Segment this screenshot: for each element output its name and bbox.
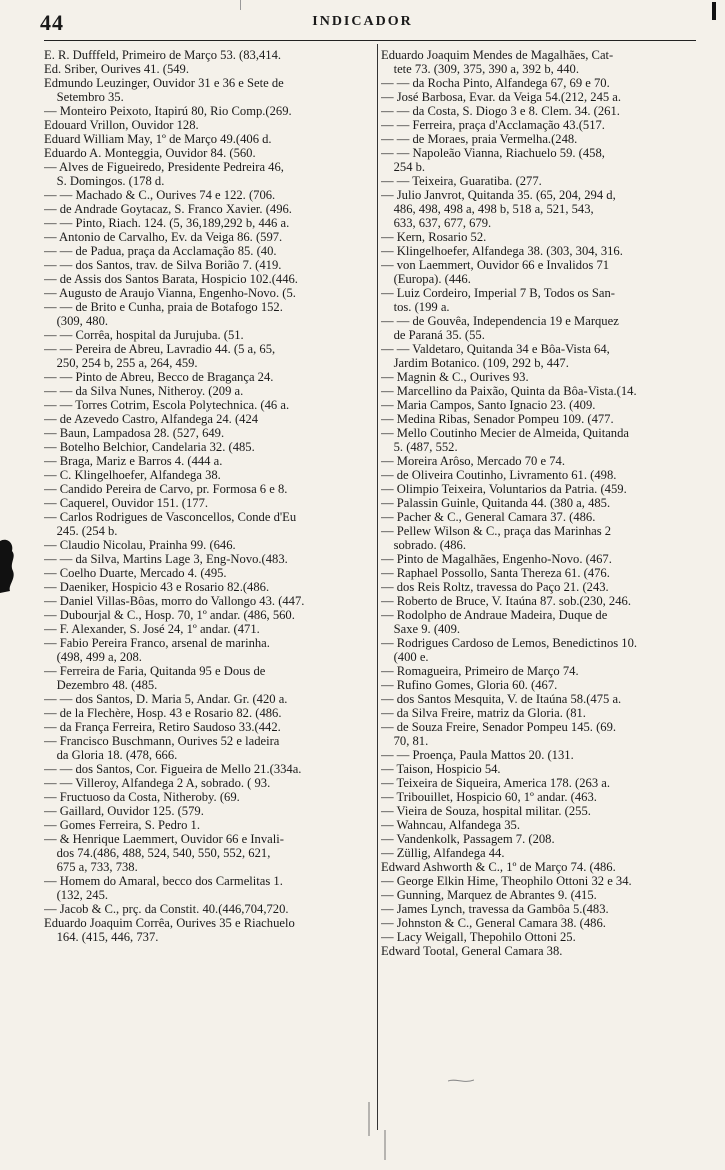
- directory-entry: [44, 790, 376, 804]
- directory-entry: [44, 412, 376, 426]
- directory-entry: [381, 692, 701, 706]
- entry-text: — — Valdetaro, Quitanda 34 e Bôa-Vista 64,: [381, 342, 610, 356]
- directory-entry: [44, 468, 376, 482]
- directory-entry: [44, 608, 376, 622]
- directory-entry: [381, 748, 701, 762]
- entry-text: — F. Alexander, S. José 24, 1º andar. (471.: [44, 622, 260, 636]
- directory-entry: [381, 916, 701, 930]
- entry-text: — Mello Coutinho Mecier de Almeida, Quitanda: [381, 426, 629, 440]
- entry-text: — de Oliveira Coutinho, Livramento 61. (498.: [381, 468, 617, 482]
- entry-text: — Botelho Belchior, Candelaria 32. (485.: [44, 440, 255, 454]
- directory-entry: [381, 230, 701, 244]
- directory-entry: [44, 146, 376, 160]
- directory-entry: [44, 342, 376, 370]
- entry-continuation: 164. (415, 446, 737.: [44, 930, 159, 944]
- entry-text: — Pellew Wilson & C., praça das Marinhas 2: [381, 524, 612, 538]
- directory-entry: [381, 594, 701, 608]
- entry-text: — Moreira Arôso, Mercado 70 e 74.: [381, 454, 565, 468]
- directory-entry: [44, 272, 376, 286]
- entry-text: — — dos Santos, Cor. Figueira de Mello 21.(334a.: [44, 762, 302, 776]
- directory-entry: [381, 580, 701, 594]
- entry-continuation: 250, 254 b, 255 a, 264, 459.: [44, 356, 198, 370]
- entry-text: — dos Reis Roltz, travessa do Paço 21. (243.: [381, 580, 609, 594]
- directory-entry: [381, 608, 701, 636]
- directory-entry: [44, 594, 376, 608]
- entry-text: — — Napoleão Vianna, Riachuelo 59. (458,: [381, 146, 605, 160]
- entry-text: — de Andrade Goytacaz, S. Franco Xavier. (496.: [44, 202, 292, 216]
- directory-entry: [44, 62, 376, 76]
- entry-text: — Maria Campos, Santo Ignacio 23. (409.: [381, 398, 596, 412]
- entry-continuation: (309, 480.: [44, 314, 109, 328]
- directory-entry: [381, 454, 701, 468]
- entry-text: — Gunning, Marquez de Abrantes 9. (415.: [381, 888, 597, 902]
- entry-text: — Klingelhoefer, Alfandega 38. (303, 304, 316.: [381, 244, 623, 258]
- entry-text: — Wahncau, Alfandega 35.: [381, 818, 520, 832]
- directory-entry: [44, 622, 376, 636]
- entry-text: — Magnin & C., Ourives 93.: [381, 370, 529, 384]
- entry-text: — — de Brito e Cunha, praia de Botafogo 152.: [44, 300, 283, 314]
- entry-text: — — Pinto, Riach. 124. (5, 36,189,292 b, 446 a.: [44, 216, 290, 230]
- entry-text: — — da Silva Nunes, Nitheroy. (209 a.: [44, 384, 244, 398]
- entry-text: — Augusto de Araujo Vianna, Engenho-Novo. (5.: [44, 286, 296, 300]
- entry-text: — dos Santos Mesquita, V. de Itaúna 58.(475 a.: [381, 692, 622, 706]
- entry-text: — Tribouillet, Hospicio 60, 1º andar. (463.: [381, 790, 597, 804]
- entry-continuation: tete 73. (309, 375, 390 a, 392 b, 440.: [381, 62, 579, 76]
- entry-text: — Candido Pereira de Carvo, pr. Formosa 6 e 8.: [44, 482, 288, 496]
- directory-entry: [381, 818, 701, 832]
- directory-entry: [381, 832, 701, 846]
- entry-text: — Rodolpho de Andraue Madeira, Duque de: [381, 608, 608, 622]
- entry-text: — — dos Santos, D. Maria 5, Andar. Gr. (420 a.: [44, 692, 288, 706]
- directory-entry: [381, 762, 701, 776]
- directory-entry: [44, 426, 376, 440]
- entry-text: — Coelho Duarte, Mercado 4. (495.: [44, 566, 227, 580]
- entry-text: Eduardo Joaquim Corrêa, Ourives 35 e Riachuelo: [44, 916, 295, 930]
- entry-continuation: tos. (199 a.: [381, 300, 450, 314]
- directory-entry: [381, 524, 701, 552]
- directory-entry: [44, 496, 376, 510]
- entry-text: — — Torres Cotrim, Escola Polytechnica. (46 a.: [44, 398, 290, 412]
- entry-text: — — Pinto de Abreu, Becco de Bragança 24.: [44, 370, 274, 384]
- directory-entry: [381, 776, 701, 790]
- directory-entry: [381, 944, 701, 958]
- entry-text: — Baun, Lampadosa 28. (527, 649.: [44, 426, 225, 440]
- directory-entry: [381, 342, 701, 370]
- directory-entry: [381, 104, 701, 118]
- directory-entry: [381, 930, 701, 944]
- directory-entry: [44, 300, 376, 328]
- left-column: [44, 48, 376, 1128]
- entry-text: — Luiz Cordeiro, Imperial 7 B, Todos os San-: [381, 286, 615, 300]
- directory-entry: [44, 454, 376, 468]
- directory-entry: [44, 664, 376, 692]
- entry-text: — Pinto de Magalhães, Engenho-Novo. (467.: [381, 552, 612, 566]
- entry-continuation: Jardim Botanico. (109, 292 b, 447.: [381, 356, 569, 370]
- directory-entry: [44, 202, 376, 216]
- entry-text: — Taison, Hospicio 54.: [381, 762, 501, 776]
- directory-entry: [381, 664, 701, 678]
- directory-entry: [381, 552, 701, 566]
- directory-entry: [381, 566, 701, 580]
- directory-entry: [381, 384, 701, 398]
- directory-entry: [44, 258, 376, 272]
- entry-text: — da França Ferreira, Retiro Saudoso 33.(442.: [44, 720, 281, 734]
- directory-entry: [44, 440, 376, 454]
- directory-entry: [381, 132, 701, 146]
- directory-entry: [381, 174, 701, 188]
- entry-text: — Rodrigues Cardoso de Lemos, Benedictinos 10.: [381, 636, 638, 650]
- directory-entry: [381, 510, 701, 524]
- directory-entry: [381, 412, 701, 426]
- directory-entry: [44, 188, 376, 202]
- entry-text: — Johnston & C., General Camara 38. (486.: [381, 916, 606, 930]
- directory-entry: [44, 328, 376, 342]
- entry-continuation: Dezembro 48. (485.: [44, 678, 158, 692]
- entry-text: — de Azevedo Castro, Alfandega 24. (424: [44, 412, 259, 426]
- entry-text: — Kern, Rosario 52.: [381, 230, 487, 244]
- entry-text: — Daeniker, Hospicio 43 e Rosario 82.(486.: [44, 580, 270, 594]
- directory-entry: [381, 90, 701, 104]
- directory-entry: [44, 118, 376, 132]
- directory-entry: [381, 860, 701, 874]
- directory-entry: [381, 48, 701, 76]
- directory-entry: [44, 902, 376, 916]
- entry-text: — — Corrêa, hospital da Jurujuba. (51.: [44, 328, 244, 342]
- running-title: INDICADOR: [312, 14, 413, 29]
- entry-continuation: (Europa). (446.: [381, 272, 471, 286]
- entry-text: — — de Padua, praça da Acclamação 85. (40.: [44, 244, 277, 258]
- entry-text: — — dos Santos, trav. de Silva Borião 7. (419.: [44, 258, 282, 272]
- directory-entry: [381, 636, 701, 664]
- directory-entry: [44, 776, 376, 790]
- directory-entry: [381, 314, 701, 342]
- entry-text: — von Laemmert, Ouvidor 66 e Invalidos 71: [381, 258, 610, 272]
- entry-continuation: 675 a, 733, 738.: [44, 860, 138, 874]
- directory-entry: [381, 888, 701, 902]
- directory-entry: [381, 706, 701, 720]
- directory-entry: [44, 48, 376, 62]
- entry-text: — — Teixeira, Guaratiba. (277.: [381, 174, 542, 188]
- directory-entry: [381, 188, 701, 230]
- directory-entry: [381, 496, 701, 510]
- directory-entry: [44, 692, 376, 706]
- directory-entry: [381, 790, 701, 804]
- entry-text: — Jacob & C., prç. da Constit. 40.(446,704,720.: [44, 902, 289, 916]
- page-number: 44: [40, 10, 64, 35]
- entry-text: — Antonio de Carvalho, Ev. da Veiga 86. (597.: [44, 230, 283, 244]
- directory-entry: [44, 76, 376, 104]
- directory-entry: [44, 286, 376, 300]
- entry-text: — Homem do Amaral, becco dos Carmelitas 1.: [44, 874, 283, 888]
- entry-text: — Vieira de Souza, hospital militar. (255.: [381, 804, 591, 818]
- entry-text: — Roberto de Bruce, V. Itaúna 87. sob.(230, 246.: [381, 594, 631, 608]
- directory-entry: [44, 566, 376, 580]
- directory-entry: [381, 146, 701, 174]
- directory-entry: [44, 636, 376, 664]
- directory-entry: [44, 552, 376, 566]
- entry-text: — James Lynch, travessa da Gambôa 5.(483.: [381, 902, 609, 916]
- entry-text: — — Proença, Paula Mattos 20. (131.: [381, 748, 574, 762]
- entry-text: — Claudio Nicolau, Prainha 99. (646.: [44, 538, 236, 552]
- entry-text: — Teixeira de Siqueira, America 178. (263 a.: [381, 776, 610, 790]
- entry-text: — Ferreira de Faria, Quitanda 95 e Dous de: [44, 664, 266, 678]
- directory-entry: [44, 804, 376, 818]
- entry-text: — Olimpio Teixeira, Voluntarios da Patria. (459.: [381, 482, 627, 496]
- directory-entry: [44, 398, 376, 412]
- entry-continuation: S. Domingos. (178 d.: [44, 174, 165, 188]
- directory-entry: [44, 762, 376, 776]
- entry-text: — Fabio Pereira Franco, arsenal de marinha.: [44, 636, 270, 650]
- entry-text: — Züllig, Alfandega 44.: [381, 846, 505, 860]
- paper-scratch-mark: [448, 1078, 474, 1084]
- directory-entry: [44, 580, 376, 594]
- entry-text: Eduardo A. Monteggia, Ouvidor 84. (560.: [44, 146, 256, 160]
- entry-text: — George Elkin Hime, Theophilo Ottoni 32 e 34.: [381, 874, 632, 888]
- directory-entry: [44, 734, 376, 762]
- directory-entry: [44, 832, 376, 874]
- entry-text: — — Villeroy, Alfandega 2 A, sobrado. ( 93.: [44, 776, 271, 790]
- entry-text: Edward Ashworth & C., 1º de Março 74. (486.: [381, 860, 616, 874]
- entry-text: — — da Rocha Pinto, Alfandega 67, 69 e 70.: [381, 76, 610, 90]
- entry-continuation: (498, 499 a, 208.: [44, 650, 142, 664]
- entry-text: — — de Gouvêa, Independencia 19 e Marquez: [381, 314, 619, 328]
- directory-entry: [44, 104, 376, 118]
- directory-entry: [44, 874, 376, 902]
- directory-entry: [381, 398, 701, 412]
- directory-entry: [44, 132, 376, 146]
- directory-entry: [381, 678, 701, 692]
- directory-entry: [381, 720, 701, 748]
- directory-entry: [381, 244, 701, 258]
- entry-continuation: 245. (254 b.: [44, 524, 118, 538]
- ink-blot: [0, 535, 18, 593]
- entry-continuation: 70, 81.: [381, 734, 429, 748]
- directory-entry: [381, 286, 701, 314]
- directory-entry: [44, 706, 376, 720]
- right-column: [381, 48, 701, 1128]
- entry-text: — C. Klingelhoefer, Alfandega 38.: [44, 468, 221, 482]
- top-hairline-mark: [240, 0, 241, 10]
- entry-text: — Vandenkolk, Passagem 7. (208.: [381, 832, 555, 846]
- entry-text: — — Pereira de Abreu, Lavradio 44. (5 a, 65,: [44, 342, 276, 356]
- directory-entry: [44, 370, 376, 384]
- entry-text: — José Barbosa, Evar. da Veiga 54.(212, 245 a.: [381, 90, 622, 104]
- entry-text: — Francisco Buschmann, Ourives 52 e ladeira: [44, 734, 280, 748]
- entry-text: — Daniel Villas-Bôas, morro do Vallongo 43. (447.: [44, 594, 305, 608]
- directory-entry: [44, 720, 376, 734]
- entry-continuation: (400 e.: [381, 650, 429, 664]
- directory-entry: [381, 846, 701, 860]
- directory-entry: [44, 384, 376, 398]
- directory-entry: [44, 818, 376, 832]
- entry-text: — Rufino Gomes, Gloria 60. (467.: [381, 678, 558, 692]
- entry-text: — Pacher & C., General Camara 37. (486.: [381, 510, 596, 524]
- directory-entry: [381, 874, 701, 888]
- entry-text: — Gomes Ferreira, S. Pedro 1.: [44, 818, 200, 832]
- directory-entry: [44, 510, 376, 538]
- entry-continuation: 486, 498, 498 a, 498 b, 518 a, 521, 543,: [381, 202, 594, 216]
- entry-continuation: dos 74.(486, 488, 524, 540, 550, 552, 621,: [44, 846, 271, 860]
- entry-text: — — da Silva, Martins Lage 3, Eng-Novo.(483.: [44, 552, 288, 566]
- entry-text: — Carlos Rodrigues de Vasconcellos, Conde d'Eu: [44, 510, 297, 524]
- entry-text: Edouard Vrillon, Ouvidor 128.: [44, 118, 199, 132]
- entry-text: E. R. Dufffeld, Primeiro de Março 53. (83,414.: [44, 48, 282, 62]
- directory-entry: [44, 538, 376, 552]
- entry-text: Eduardo Joaquim Mendes de Magalhães, Cat-: [381, 48, 614, 62]
- entry-continuation: Saxe 9. (409.: [381, 622, 461, 636]
- entry-text: — Fructuoso da Costa, Nitheroby. (69.: [44, 790, 240, 804]
- entry-continuation: Setembro 35.: [44, 90, 124, 104]
- directory-entry: [44, 244, 376, 258]
- entry-continuation: da Gloria 18. (478, 666.: [44, 748, 178, 762]
- entry-text: — Medina Ribas, Senador Pompeu 109. (477.: [381, 412, 614, 426]
- entry-text: Ed. Sriber, Ourives 41. (549.: [44, 62, 190, 76]
- entry-continuation: (132, 245.: [44, 888, 109, 902]
- entry-text: — — Machado & C., Ourives 74 e 122. (706.: [44, 188, 276, 202]
- directory-entry: [44, 160, 376, 188]
- directory-entry: [44, 230, 376, 244]
- entry-text: — Monteiro Peixoto, Itapirú 80, Rio Comp.(269.: [44, 104, 292, 118]
- entry-text: — Alves de Figueiredo, Presidente Pedreira 46,: [44, 160, 284, 174]
- corner-ink-mark: [712, 2, 716, 20]
- entry-continuation: de Paraná 35. (55.: [381, 328, 485, 342]
- entry-continuation: 254 b.: [381, 160, 426, 174]
- entry-text: — Gaillard, Ouvidor 125. (579.: [44, 804, 204, 818]
- entry-text: — Dubourjal & C., Hosp. 70, 1º andar. (486, 560.: [44, 608, 295, 622]
- page-header: [0, 0, 725, 46]
- entry-text: Eduard William May, 1º de Março 49.(406 d.: [44, 132, 272, 146]
- directory-entry: [381, 258, 701, 286]
- directory-entry: [381, 426, 701, 454]
- entry-text: — Caquerel, Ouvidor 151. (177.: [44, 496, 209, 510]
- directory-entry: [44, 216, 376, 230]
- entry-text: — Palassin Guinle, Quitanda 44. (380 a, 485.: [381, 496, 611, 510]
- directory-entry: [44, 482, 376, 496]
- directory-entry: [381, 468, 701, 482]
- entry-continuation: 633, 637, 677, 679.: [381, 216, 492, 230]
- entry-text: — da Silva Freire, matriz da Gloria. (81.: [381, 706, 586, 720]
- entry-continuation: 5. (487, 552.: [381, 440, 458, 454]
- entry-text: — Marcellino da Paixão, Quinta da Bôa-Vista.(14.: [381, 384, 637, 398]
- entry-text: — — de Moraes, praia Vermelha.(248.: [381, 132, 578, 146]
- entry-text: — Braga, Mariz e Barros 4. (444 a.: [44, 454, 223, 468]
- directory-entry: [44, 916, 376, 944]
- entry-continuation: sobrado. (486.: [381, 538, 466, 552]
- directory-entry: [381, 118, 701, 132]
- entry-text: — Lacy Weigall, Thepohilo Ottoni 25.: [381, 930, 576, 944]
- directory-entry: [381, 902, 701, 916]
- entry-text: Edmundo Leuzinger, Ouvidor 31 e 36 e Sete de: [44, 76, 284, 90]
- entry-text: — — Ferreira, praça d'Acclamação 43.(517.: [381, 118, 605, 132]
- entry-text: — & Henrique Laemmert, Ouvidor 66 e Invali-: [44, 832, 284, 846]
- directory-entry: [381, 482, 701, 496]
- entry-text: — Julio Janvrot, Quitanda 35. (65, 204, 294 d,: [381, 188, 616, 202]
- entry-text: — de Souza Freire, Senador Pompeu 145. (69.: [381, 720, 617, 734]
- entry-text: — de Assis dos Santos Barata, Hospicio 102.(446.: [44, 272, 298, 286]
- directory-entry: [381, 370, 701, 384]
- entry-text: — Raphael Possollo, Santa Thereza 61. (476.: [381, 566, 610, 580]
- entry-text: Edward Tootal, General Camara 38.: [381, 944, 563, 958]
- paper-scratch-mark: [368, 1102, 370, 1136]
- header-rule: [44, 40, 696, 41]
- paper-scratch-mark: [384, 1130, 386, 1160]
- column-divider: [377, 44, 378, 1130]
- entry-text: — de la Flechère, Hosp. 43 e Rosario 82. (486.: [44, 706, 282, 720]
- directory-entry: [381, 76, 701, 90]
- entry-text: — — da Costa, S. Diogo 3 e 8. Clem. 34. (261.: [381, 104, 620, 118]
- entry-text: — Romagueira, Primeiro de Março 74.: [381, 664, 579, 678]
- directory-entry: [381, 804, 701, 818]
